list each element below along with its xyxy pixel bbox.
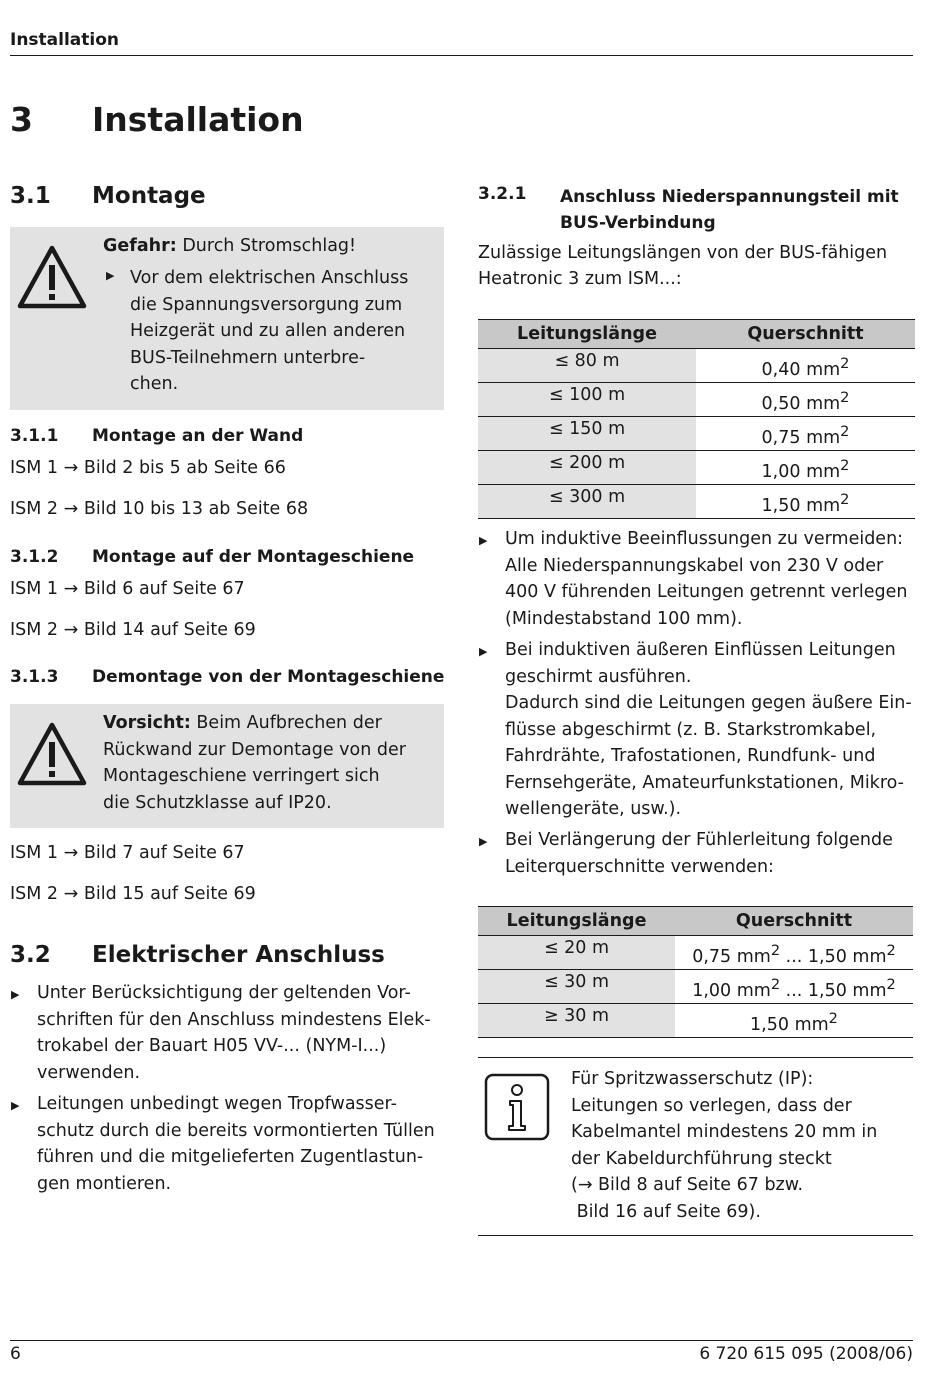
list-item: Unter Berücksichtigung der geltenden Vor- schriften für den Anschluss mindestens Elek- trokabel der Bauart H05 VV-... (NYM-I...) verwenden.: [37, 983, 431, 1083]
bus-cable-table: [478, 319, 915, 519]
document-id: 6 720 615 095 (2008/06): [699, 1344, 913, 1364]
column-header: Leitungslänge: [478, 320, 696, 349]
cross-section-cell: 0,75 $mm^2$: [696, 417, 915, 451]
caution-text: Vorsicht: Beim Aufbrechen der Rückwand zur Demontage von der Montageschiene verringert sich die Schutzklasse auf IP20.: [103, 713, 406, 813]
cross-section-cell: 1,50 $mm^2$: [696, 485, 915, 519]
list-item: Leitungen unbedingt wegen Tropfwasser- schutz durch die bereits vormontierten Tüllen führen und die mitgelieferten Zugentlastun- gen montieren.: [37, 1094, 435, 1194]
section-3-1-2-number: 3.1.2: [10, 547, 59, 567]
caution-notice: [10, 704, 444, 828]
section-3-1-1-number: 3.1.1: [10, 426, 59, 446]
bullet-marker: ▶: [479, 645, 488, 658]
table-header-row: [478, 907, 913, 936]
table-row: [478, 383, 915, 417]
info-box-top-rule: [478, 1057, 913, 1058]
section-3-2-1-number: 3.2.1: [478, 184, 527, 204]
sensor-cable-table: [478, 906, 913, 1038]
reference-line: ISM 1 → Bild 2 bis 5 ab Seite 66: [10, 458, 286, 478]
section-3-2-number: 3.2: [10, 942, 51, 968]
info-icon: [484, 1073, 550, 1141]
list-item: Bei Verlängerung der Fühlerleitung folgende Leiterquerschnitte verwenden:: [505, 830, 893, 877]
section-3-2-1-title: Anschluss Niederspannungsteil mit BUS-Verbindung: [560, 187, 899, 233]
cross-section-cell: 0,40 $mm^2$: [696, 349, 915, 383]
bullet-marker: ▶: [11, 1099, 20, 1112]
length-cell: ≤ 30 m: [478, 970, 675, 1004]
footer-rule: [10, 1340, 913, 1341]
length-cell: ≤ 300 m: [478, 485, 696, 519]
length-cell: ≥ 30 m: [478, 1004, 675, 1038]
list-item: Um induktive Beeinflussungen zu vermeiden: Alle Niederspannungskabel von 230 V oder 400 V führenden Leitungen getrennt verlegen (Mindestabstand 100 mm).: [505, 529, 908, 629]
length-cell: ≤ 200 m: [478, 451, 696, 485]
header-rule: [10, 55, 913, 56]
table-row: [478, 1004, 913, 1038]
cross-section-cell: 1,00 $mm^2$ ... 1,50 $mm^2$: [675, 970, 913, 1004]
intro-text: Zulässige Leitungslängen von der BUS-fähigen Heatronic 3 zum ISM...:: [478, 243, 888, 289]
chapter-number: 3: [10, 100, 33, 139]
reference-line: ISM 2 → Bild 14 auf Seite 69: [10, 620, 256, 640]
table-row: [478, 451, 915, 485]
bullet-marker: ▶: [106, 269, 115, 282]
table-row: [478, 485, 915, 519]
section-3-1-number: 3.1: [10, 183, 51, 209]
table-header-row: [478, 320, 915, 349]
list-item: Bei induktiven äußeren Einflüssen Leitungen geschirmt ausführen. Dadurch sind die Leitungen gegen äußere Ein- flüsse abgeschirmt (z. B. Starkstromkabel, Fahrdrähte, Trafostationen, Rundfunk- und Fernsehgeräte, Amateurfunkstationen, Mikro- wellengeräte, usw.).: [505, 640, 912, 819]
warning-triangle-icon: [16, 243, 88, 311]
danger-notice: [10, 227, 444, 410]
info-text: Für Spritzwasserschutz (IP): Leitungen so verlegen, dass der Kabelmantel mindestens 20 mm in der Kabeldurchführung steckt (→ Bild 8 auf Seite 67 bzw. Bild 16 auf Seite 69).: [571, 1069, 878, 1222]
reference-line: ISM 1 → Bild 7 auf Seite 67: [10, 843, 245, 863]
length-cell: ≤ 100 m: [478, 383, 696, 417]
column-header: Querschnitt: [675, 907, 913, 936]
cross-section-cell: 0,50 $mm^2$: [696, 383, 915, 417]
column-header: Leitungslänge: [478, 907, 675, 936]
reference-line: ISM 2 → Bild 10 bis 13 ab Seite 68: [10, 499, 309, 519]
chapter-title: Installation: [92, 100, 304, 139]
danger-bullet-text: Vor dem elektrischen Anschluss die Spannungsversorgung zum Heizgerät und zu allen anderen BUS-Teilnehmern unterbre- chen.: [130, 268, 409, 394]
running-header: Installation: [10, 30, 120, 50]
section-3-2-title: Elektrischer Anschluss: [92, 942, 385, 968]
section-3-1-1-title: Montage an der Wand: [92, 426, 304, 446]
reference-line: ISM 1 → Bild 6 auf Seite 67: [10, 579, 245, 599]
length-cell: ≤ 80 m: [478, 349, 696, 383]
length-cell: ≤ 20 m: [478, 936, 675, 970]
info-box-bottom-rule: [478, 1235, 913, 1236]
cross-section-cell: 1,00 $mm^2$: [696, 451, 915, 485]
cross-section-cell: 1,50 $mm^2$: [675, 1004, 913, 1038]
table-row: [478, 417, 915, 451]
table-row: [478, 970, 913, 1004]
cross-section-cell: 0,75 $mm^2$ ... 1,50 $mm^2$: [675, 936, 913, 970]
warning-triangle-icon: [16, 720, 88, 788]
bullet-marker: ▶: [479, 835, 488, 848]
danger-label: Gefahr:: [103, 236, 177, 256]
table-row: [478, 349, 915, 383]
bullet-marker: ▶: [479, 534, 488, 547]
bullet-marker: ▶: [11, 988, 20, 1001]
section-3-1-3-title: Demontage von der Montageschiene: [92, 667, 445, 687]
danger-text: Durch Stromschlag!: [176, 236, 357, 256]
section-3-1-3-number: 3.1.3: [10, 667, 59, 687]
length-cell: ≤ 150 m: [478, 417, 696, 451]
column-header: Querschnitt: [696, 320, 915, 349]
section-3-1-2-title: Montage auf der Montageschiene: [92, 547, 415, 567]
reference-line: ISM 2 → Bild 15 auf Seite 69: [10, 884, 256, 904]
section-3-1-title: Montage: [92, 183, 206, 209]
table-row: [478, 936, 913, 970]
page-number: 6: [10, 1344, 21, 1364]
